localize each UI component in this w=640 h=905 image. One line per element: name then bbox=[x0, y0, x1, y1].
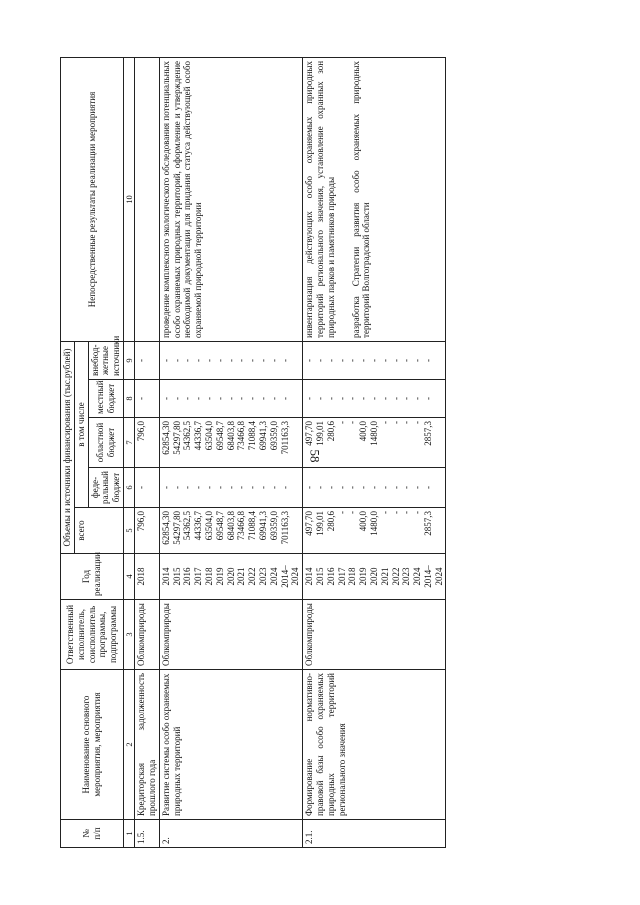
row-local: - - - - - - - - - - - - bbox=[303, 380, 446, 418]
table-row bbox=[303, 57, 446, 847]
row-name: Формирование нормативно-правовой базы особо охраняемых природных территорий регионального значения bbox=[303, 670, 446, 820]
row-federal: - - - - - - - - - - - - bbox=[303, 468, 446, 508]
row-total: 796,0 bbox=[135, 508, 160, 554]
table-row bbox=[135, 57, 160, 847]
col-index: 10 bbox=[123, 57, 134, 341]
row-federal: - - - - - - - - - - - - bbox=[159, 468, 302, 508]
page-number: 58 bbox=[307, 449, 323, 463]
row-num: 1.5. bbox=[135, 820, 160, 848]
header-extra: внебюд-жетные источники bbox=[88, 341, 123, 379]
header-responsible: Ответственный исполнитель, соисполнитель программы, подпрограммы bbox=[61, 600, 124, 670]
col-index: 3 bbox=[123, 600, 134, 670]
row-results bbox=[303, 57, 446, 341]
row-years: 2018 bbox=[135, 554, 160, 600]
row-name: Развитие системы особо охраняемых природных территорий bbox=[159, 670, 302, 820]
document-table-rotated bbox=[60, 58, 580, 848]
row-local: - - - - - - - - - - - - bbox=[159, 380, 302, 418]
header-funding: Объемы и источники финансирования (тыс.рублей) bbox=[61, 341, 75, 553]
col-index: 9 bbox=[123, 341, 134, 379]
row-years: 2014 2015 2016 2017 2018 2019 2020 2021 2022 2023 2024 2014–2024 bbox=[303, 554, 446, 600]
col-index: 7 bbox=[123, 418, 134, 468]
row-regional: 62854,30 54297,80 54362,5 44336,7 63504,0 69548,7 68403,8 73466,8 71088,4 69941,3 69359,0 701163,3 bbox=[159, 418, 302, 468]
col-index: 2 bbox=[123, 670, 134, 820]
row-responsible: Облкомприроды bbox=[159, 600, 302, 670]
row-name: Кредиторская задолженность прошлого года bbox=[135, 670, 160, 820]
header-local: местный бюджет bbox=[88, 380, 123, 418]
row-results bbox=[135, 57, 160, 341]
col-index: 1 bbox=[123, 820, 134, 848]
header-year: Год реализации bbox=[61, 554, 124, 600]
col-index: 6 bbox=[123, 468, 134, 508]
row-total: 62854,30 54297,80 54362,5 44336,7 63504,0 69548,7 68403,8 73466,8 71088,4 69941,3 69359,0 701163,3 bbox=[159, 508, 302, 554]
row-local: - bbox=[135, 380, 160, 418]
row-result-item: разработка Стратегии развития особо охраняемых природных территорий Волгоградской области bbox=[350, 60, 372, 338]
financing-table bbox=[60, 57, 446, 848]
row-num: 2. bbox=[159, 820, 302, 848]
row-result-item: инвентаризация действующих особо охраняемых природных территорий регионального значения, установление охранных зон природных парков и памятников природы bbox=[304, 60, 336, 338]
row-years: 2014 2015 2016 2017 2018 2019 2020 2021 2022 2023 2024 2014–2024 bbox=[159, 554, 302, 600]
col-index: 4 bbox=[123, 554, 134, 600]
row-responsible: Облкомприроды bbox=[135, 600, 160, 670]
header-federal: феде-ральный бюджет bbox=[88, 468, 123, 508]
col-index: 5 bbox=[123, 508, 134, 554]
row-extra: - - - - - - - - - - - - bbox=[303, 341, 446, 379]
row-total: 497,70 199,01 280,6 - - 400,0 1480,0 - - - - 2857,3 bbox=[303, 508, 446, 554]
header-total: всего bbox=[74, 508, 123, 554]
row-regional: 796,0 bbox=[135, 418, 160, 468]
row-extra: - bbox=[135, 341, 160, 379]
header-incl: в том числе bbox=[74, 341, 88, 507]
header-regional: областной бюджет bbox=[88, 418, 123, 468]
row-responsible: Облкомприроды bbox=[303, 600, 446, 670]
row-results: проведение комплексного экологического обследования потенциальных особо охраняемых природных территорий, оформление и утверждение необходимой документации для придания статуса действующей особо охраняемой природной территории bbox=[159, 57, 302, 341]
row-regional: 497,70 199,01 280,6 - - 400,0 1480,0 - - - - 2857,3 bbox=[303, 418, 446, 468]
row-federal: - bbox=[135, 468, 160, 508]
row-extra: - - - - - - - - - - - - bbox=[159, 341, 302, 379]
header-name: Наименование основного мероприятия, мероприятия bbox=[61, 670, 124, 820]
table-row bbox=[159, 57, 302, 847]
row-num: 2.1. bbox=[303, 820, 446, 848]
header-num: № п/п bbox=[61, 820, 124, 848]
header-results: Непосредственные результаты реализации мероприятия bbox=[61, 57, 124, 341]
column-index-row bbox=[123, 57, 134, 847]
col-index: 8 bbox=[123, 380, 134, 418]
